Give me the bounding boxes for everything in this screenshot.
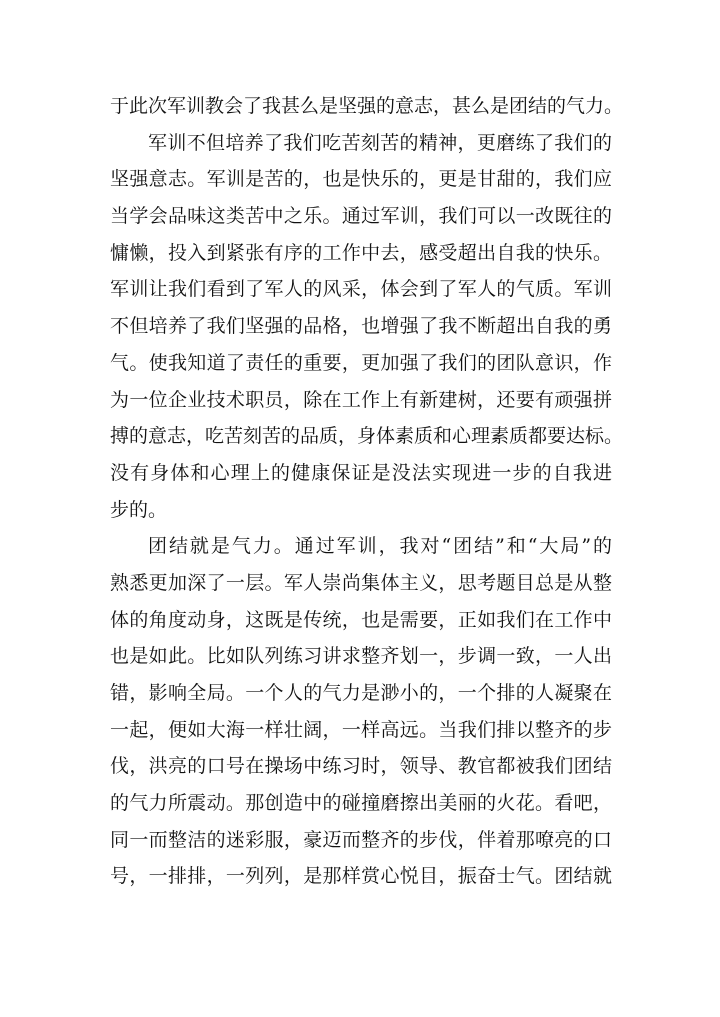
text-line: 伐，洪亮的口号在操场中练习时，领导、教官都被我们团结 <box>110 755 612 778</box>
text-line: 军训让我们看到了军人的风采，体会到了军人的气质。军训 <box>110 278 612 301</box>
text-line: 熟悉更加深了一层。军人崇尚集体主义，思考题目总是从整 <box>110 571 612 594</box>
text-line: 号，一排排，一列列，是那样赏心悦目，振奋士气。团结就 <box>110 865 612 888</box>
text-line: 坚强意志。军训是苦的，也是快乐的，更是甘甜的，我们应 <box>110 168 612 191</box>
text-line: 为一位企业技术职员，除在工作上有新建树，还要有顽强拼 <box>110 388 612 411</box>
paragraph-end-line: 步的。 <box>110 498 168 521</box>
text-line: 气。使我知道了责任的重要，更加强了我们的团队意识，作 <box>110 351 612 374</box>
text-line: 的气力所震动。那创造中的碰撞磨擦出美丽的火花。看吧， <box>110 792 612 815</box>
paragraph-start-line: 军训不但培养了我们吃苦刻苦的精神，更磨练了我们的 <box>148 131 612 154</box>
paragraph-start-line: 团结就是气力。通过军训，我对“团结”和“大局”的 <box>148 535 612 558</box>
text-line: 体的角度动身，这既是传统，也是需要，正如我们在工作中 <box>110 608 612 631</box>
text-line: 错，影响全局。一个人的气力是渺小的，一个排的人凝聚在 <box>110 682 612 704</box>
text-line: 慵懒，投入到紧张有序的工作中去，感受超出自我的快乐。 <box>110 241 612 264</box>
text-line: 不但培养了我们坚强的品格，也增强了我不断超出自我的勇 <box>110 315 612 338</box>
text-line: 没有身体和心理上的健康保证是没法实现进一步的自我进 <box>110 461 612 484</box>
text-line: 于此次军训教会了我甚么是坚强的意志，甚么是团结的气力。 <box>110 95 624 117</box>
text-line: 当学会品味这类苦中之乐。通过军训，我们可以一改既往的 <box>110 205 612 228</box>
text-line: 同一而整洁的迷彩服，豪迈而整齐的步伐，伴着那嘹亮的口 <box>110 828 612 851</box>
text-line: 一起，便如大海一样壮阔，一样高远。当我们排以整齐的步 <box>110 718 612 741</box>
text-line: 搏的意志，吃苦刻苦的品质，身体素质和心理素质都要达标。 <box>110 425 624 448</box>
body-text <box>110 88 624 895</box>
text-line: 也是如此。比如队列练习讲求整齐划一，步调一致，一人出 <box>110 645 612 668</box>
